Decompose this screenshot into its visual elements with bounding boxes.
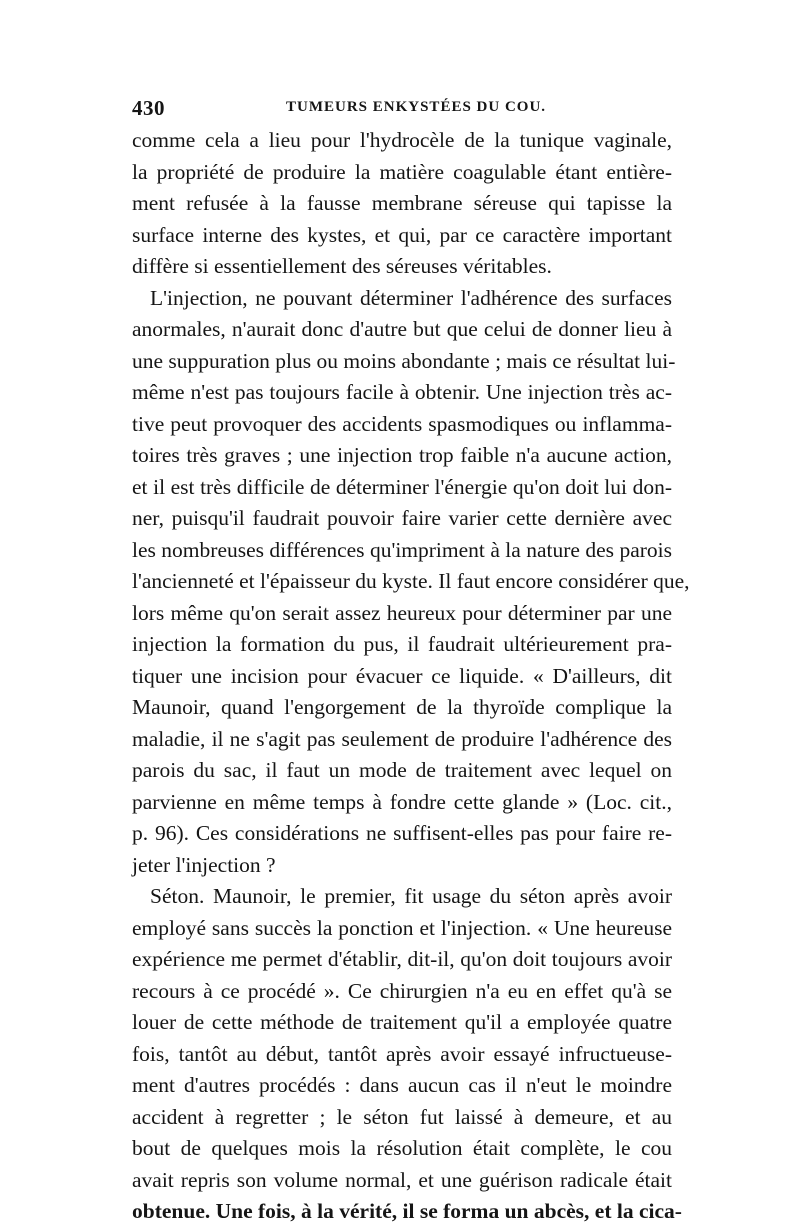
text-line: diffère si essentiellement des séreuses véritables. <box>132 254 552 278</box>
text-line: même n'est pas toujours facile à obtenir. Une injection très ac- <box>132 380 672 404</box>
text-line: expérience me permet d'établir, dit-il, qu'on doit toujours avoir <box>132 947 672 971</box>
text-line: surface interne des kystes, et qui, par ce caractère important <box>132 222 672 247</box>
text-line: Séton. Maunoir, le premier, fit usage du séton après avoir <box>150 884 672 908</box>
text-line: parois du sac, il faut un mode de traitement avec lequel on <box>132 758 672 782</box>
text-line: les nombreuses différences qu'impriment à la nature des parois <box>132 537 672 562</box>
running-head <box>132 96 672 120</box>
text-line: avait repris son volume normal, et une guérison radicale était <box>132 1167 672 1192</box>
body-text <box>132 125 690 1228</box>
running-title: TUMEURS ENKYSTÉES DU COU. <box>286 99 547 115</box>
text-line: Maunoir, quand l'engorgement de la thyroïde complique la <box>132 695 672 719</box>
paragraph <box>132 881 682 1228</box>
text-line: jeter l'injection ? <box>132 852 276 877</box>
text-line: bout de quelques mois la résolution était complète, le cou <box>132 1136 672 1160</box>
text-line: parvienne en même temps à fondre cette glande » (Loc. cit., <box>132 789 672 814</box>
text-line: ment refusée à la fausse membrane séreuse qui tapisse la <box>132 191 672 215</box>
text-line: accident à regretter ; le séton fut laissé à demeure, et au <box>132 1104 672 1129</box>
text-line: toires très graves ; une injection trop faible n'a aucune action, <box>132 443 672 467</box>
text-line: obtenue. Une fois, à la vérité, il se forma un abcès, et la cica- <box>132 1199 682 1223</box>
text-line: ment d'autres procédés : dans aucun cas il n'eut le moindre <box>132 1073 672 1097</box>
paragraph <box>132 283 690 882</box>
text-line: lors même qu'on serait assez heureux pour déterminer par une <box>132 600 672 625</box>
page-number: 430 <box>132 96 165 120</box>
text-line: fois, tantôt au début, tantôt après avoir essayé infructueuse- <box>132 1041 672 1066</box>
paragraph <box>132 125 672 283</box>
text-line: anormales, n'aurait donc d'autre but que celui de donner lieu à <box>132 317 672 341</box>
text-line: et il est très difficile de déterminer l'énergie qu'on doit lui don- <box>132 474 672 499</box>
text-line: tive peut provoquer des accidents spasmodiques ou inflamma- <box>132 411 672 436</box>
text-line: louer de cette méthode de traitement qu'il a employée quatre <box>132 1010 672 1034</box>
text-line: ner, puisqu'il faudrait pouvoir faire varier cette dernière avec <box>132 506 672 530</box>
text-line: maladie, il ne s'agit pas seulement de produire l'adhérence des <box>132 726 672 751</box>
text-line: comme cela a lieu pour l'hydrocèle de la tunique vaginale, <box>132 128 672 152</box>
text-line: injection la formation du pus, il faudrait ultérieurement pra- <box>132 632 672 656</box>
text-line: employé sans succès la ponction et l'injection. « Une heureuse <box>132 915 672 940</box>
text-line: recours à ce procédé ». Ce chirurgien n'a eu en effet qu'à se <box>132 978 672 1003</box>
text-line: une suppuration plus ou moins abondante ; mais ce résultat lui- <box>132 348 676 373</box>
text-line: p. 96). Ces considérations ne suffisent-elles pas pour faire re- <box>132 821 672 845</box>
text-line: tiquer une incision pour évacuer ce liquide. « D'ailleurs, dit <box>132 663 672 688</box>
text-line: l'ancienneté et l'épaisseur du kyste. Il faut encore considérer que, <box>132 569 690 593</box>
text-line: la propriété de produire la matière coagulable étant entière- <box>132 159 672 184</box>
text-line: L'injection, ne pouvant déterminer l'adhérence des surfaces <box>150 285 672 310</box>
